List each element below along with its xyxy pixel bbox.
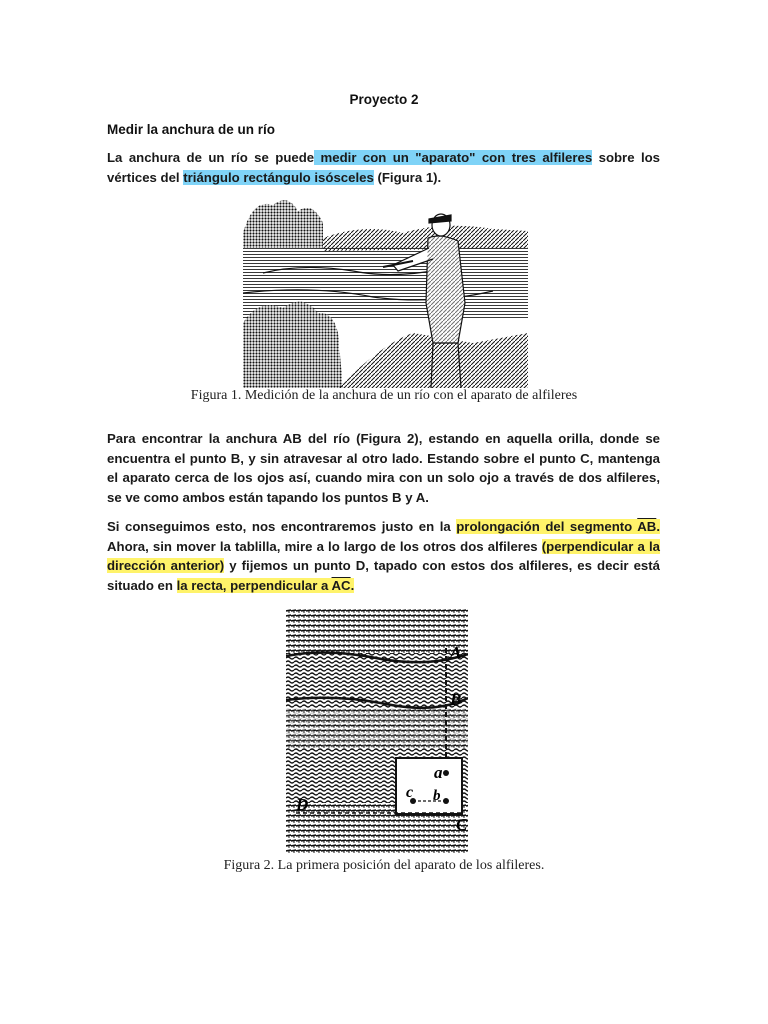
paragraph-intro [107,148,660,187]
segment-ab: $\overline{AB}$ [637,519,657,534]
para1-text-2: sobre los vértices del [107,150,661,185]
label-a-lower: a [434,763,443,782]
label-c-lower: c [406,784,414,801]
para1-highlight-1: medir con un "aparato" con tres alfileres [314,150,593,165]
label-c-upper: C [456,815,468,834]
page-title: Proyecto 2 [349,92,419,107]
para1-highlight-2: triángulo rectángulo isósceles [183,169,374,185]
para3-highlight-3a: la recta, perpendicular a [176,577,332,593]
label-d-upper: D [296,795,309,814]
para3-highlight-2: (perpendicular a la dirección anterior) [107,538,660,573]
paragraph-method: Para encontrar la anchura AB del río (Figura 2), estando en aquella orilla, donde se encuentra el punto B, y sin atravesar al otro lado. Estando sobre el punto C, mantenga el aparato cerca de los ojos así, cuando mira con un solo ojo a través de dos alfileres, se ve como ambos están tapando los puntos B y A. [107,431,660,505]
para3-highlight-1c: . [656,519,660,534]
label-b-upper: B [450,690,462,709]
para1-text-1: La anchura de un río se puede [107,150,315,165]
figure-2-caption: Figura 2. La primera posición del aparato de los alfileres. [223,858,545,873]
para3-highlight-1 [456,519,660,534]
figure-1-caption: Figura 1. Medición de la anchura de un río con el aparato de alfileres [190,388,578,403]
paragraph-perpendicular [107,517,660,595]
para3-text-3: y fijemos un punto D, tapado con estos dos alfileres, es decir está situado en [107,558,660,593]
section-heading: Medir la anchura de un río [107,122,276,137]
label-a-upper: A [450,643,462,662]
figure-2-illustration [286,608,468,853]
para3-text-2: Ahora, sin mover la tablilla, mire a lo largo de los otros dos alfileres [107,538,542,554]
label-b-lower: b [433,788,441,804]
para1-text-3: (Figura 1). [373,169,442,185]
para3-highlight-3 [177,578,355,593]
para3-highlight-3c: . [350,577,355,593]
figure-1-illustration [243,193,528,388]
para3-text-1: Si conseguimos esto, nos encontraremos justo en la [107,519,457,534]
para3-highlight-1a: prolongación del segmento [456,519,638,534]
segment-ac: $\overline{AC}$ [331,577,351,593]
